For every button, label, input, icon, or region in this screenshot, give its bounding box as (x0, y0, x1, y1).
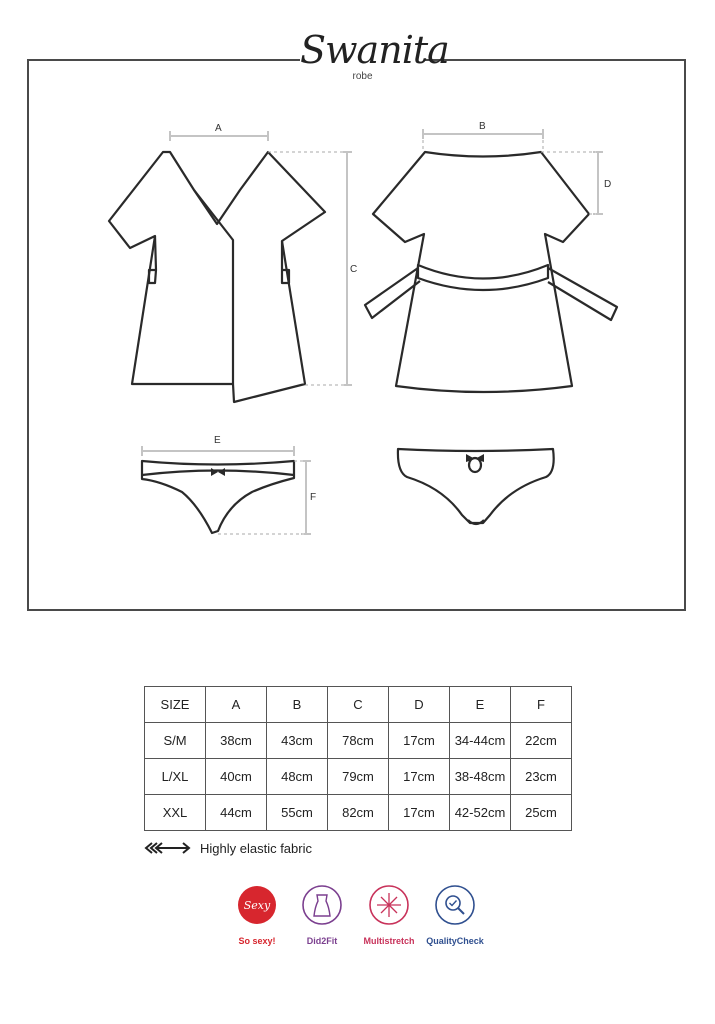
table-cell: 17cm (389, 759, 450, 795)
feature-badges (222, 885, 492, 955)
table-header-row (145, 687, 572, 723)
table-cell: 17cm (389, 723, 450, 759)
dress-icon (302, 885, 342, 925)
table-cell: 79cm (328, 759, 389, 795)
elastic-note (144, 838, 312, 858)
panty-back-drawing (398, 449, 554, 524)
table-cell: 38-48cm (450, 759, 511, 795)
table-header-cell: C (328, 687, 389, 723)
table-header-cell: A (206, 687, 267, 723)
table-cell: 17cm (389, 795, 450, 831)
table-cell: 22cm (511, 723, 572, 759)
double-arrow-icon (144, 842, 192, 854)
table-cell: 82cm (328, 795, 389, 831)
table-header-cell: B (267, 687, 328, 723)
table-cell: 42-52cm (450, 795, 511, 831)
sexy-icon-text: Sexy (243, 899, 271, 912)
table-cell: 43cm (267, 723, 328, 759)
stretch-icon (369, 885, 409, 925)
dim-label-c: C (350, 264, 358, 275)
table-cell: 25cm (511, 795, 572, 831)
table-cell: 38cm (206, 723, 267, 759)
table-cell: 55cm (267, 795, 328, 831)
table-header-cell: SIZE (145, 687, 206, 723)
magnifier-check-icon (435, 885, 475, 925)
table-cell: 34-44cm (450, 723, 511, 759)
badge-did2fit (287, 885, 357, 946)
table-header-cell: E (450, 687, 511, 723)
brand-subtitle: robe (352, 71, 373, 82)
bow-icon (211, 468, 225, 476)
table-row (145, 759, 572, 795)
table-cell: 48cm (267, 759, 328, 795)
badge-multistretch (354, 885, 424, 946)
badge-label: So sexy! (238, 936, 276, 946)
badge-label: Did2Fit (306, 936, 338, 946)
table-cell: 40cm (206, 759, 267, 795)
dim-label-e: E (214, 435, 221, 446)
table-cell: S/M (145, 723, 206, 759)
dim-label-a: A (215, 123, 222, 134)
badge-so-sexy (222, 885, 292, 946)
badge-label: Multistretch (363, 936, 415, 946)
table-cell: 23cm (511, 759, 572, 795)
panty-front-drawing (142, 461, 294, 533)
table-row (145, 795, 572, 831)
sexy-icon (237, 885, 277, 925)
table-cell: 44cm (206, 795, 267, 831)
dim-label-f: F (310, 492, 317, 503)
badge-qualitycheck (420, 885, 490, 946)
table-cell: L/XL (145, 759, 206, 795)
table-header-cell: F (511, 687, 572, 723)
table-cell: 78cm (328, 723, 389, 759)
robe-front-drawing (109, 152, 325, 402)
brand-name: Swanita (300, 28, 449, 72)
elastic-label: Highly elastic fabric (200, 840, 312, 856)
table-cell: XXL (145, 795, 206, 831)
dim-label-b: B (479, 121, 486, 132)
robe-back-drawing (365, 152, 617, 392)
badge-label: QualityCheck (426, 936, 484, 946)
table-row (145, 723, 572, 759)
table-header-cell: D (389, 687, 450, 723)
size-table (144, 686, 572, 831)
dim-label-d: D (604, 179, 612, 190)
